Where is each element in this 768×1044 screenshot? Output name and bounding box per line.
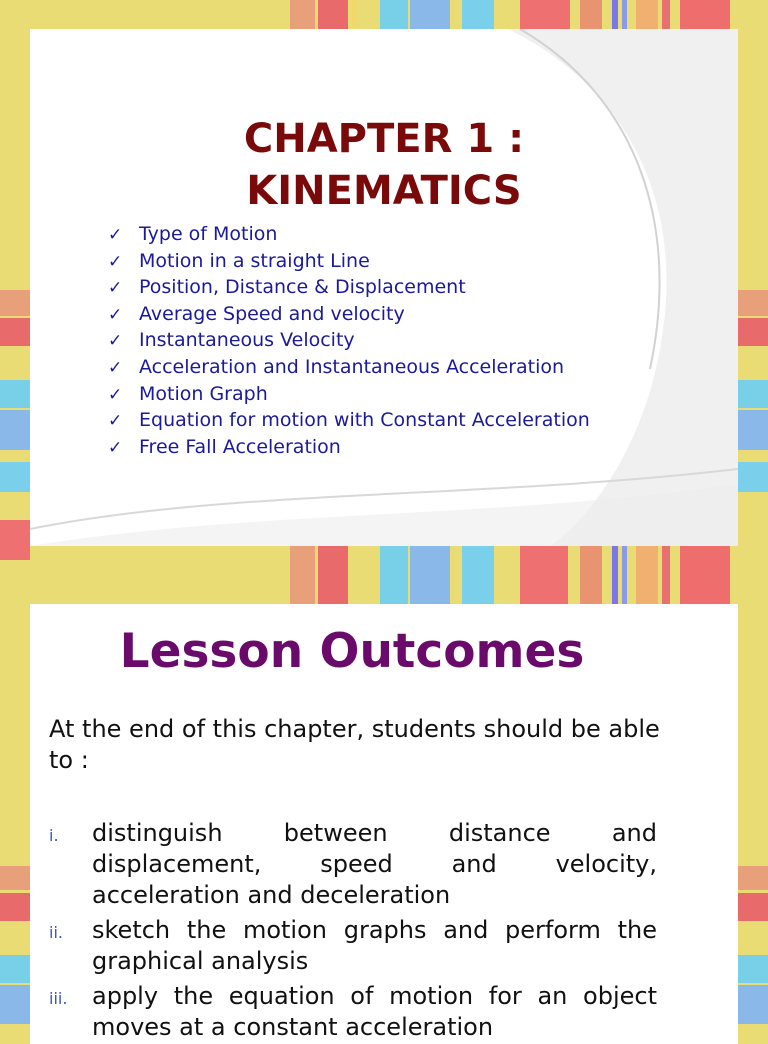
checkmark-icon: ✓ (108, 437, 123, 458)
topic-item: ✓ Instantaneous Velocity (108, 328, 590, 355)
intro-text: At the end of this chapter, students should be able to : (49, 715, 660, 774)
checkmark-icon: ✓ (108, 357, 123, 378)
topic-item: ✓ Acceleration and Instantaneous Acceleration (108, 355, 590, 382)
outcome-item: iii. apply the equation of motion for an object moves at a constant acceleration (49, 982, 657, 1041)
right-stripe-column (738, 0, 768, 1024)
top-stripe-band (0, 0, 768, 29)
topic-item: ✓ Average Speed and velocity (108, 302, 590, 329)
checkmark-icon: ✓ (108, 384, 123, 405)
checkmark-icon: ✓ (108, 251, 123, 272)
outcome-item: i. distinguish between distance and displacement, speed and velocity, acceleration and deceleration (49, 819, 657, 909)
topic-item: ✓ Motion Graph (108, 382, 590, 409)
chapter-slide (30, 29, 738, 546)
checkmark-icon: ✓ (108, 278, 123, 299)
outcome-list (49, 818, 657, 1044)
topic-item: ✓ Motion in a straight Line (108, 249, 590, 276)
outcome-numeral: iii. (49, 989, 68, 1008)
chapter-title-line1: CHAPTER 1 : (243, 116, 525, 162)
chapter-title-line2: KINEMATICS (246, 168, 522, 214)
outcome-numeral: ii. (49, 923, 63, 942)
topic-item: ✓ Equation for motion with Constant Acceleration (108, 408, 590, 435)
topic-item: ✓ Free Fall Acceleration (108, 435, 590, 462)
chapter-title (30, 113, 738, 217)
outcome-item: ii. sketch the motion graphs and perform the graphical analysis (49, 916, 657, 975)
checkmark-icon: ✓ (108, 331, 123, 352)
left-stripe-column (0, 0, 30, 1024)
middle-stripe-band (0, 546, 768, 604)
lesson-outcomes-title: Lesson Outcomes (119, 624, 585, 679)
outcome-numeral: i. (49, 826, 59, 845)
checkmark-icon: ✓ (108, 304, 123, 325)
topic-item: ✓ Position, Distance & Displacement (108, 275, 590, 302)
lesson-outcomes-slide (30, 604, 738, 1044)
topic-list (108, 222, 590, 461)
topic-item: ✓ Type of Motion (108, 222, 590, 249)
checkmark-icon: ✓ (108, 411, 123, 432)
checkmark-icon: ✓ (108, 225, 123, 245)
